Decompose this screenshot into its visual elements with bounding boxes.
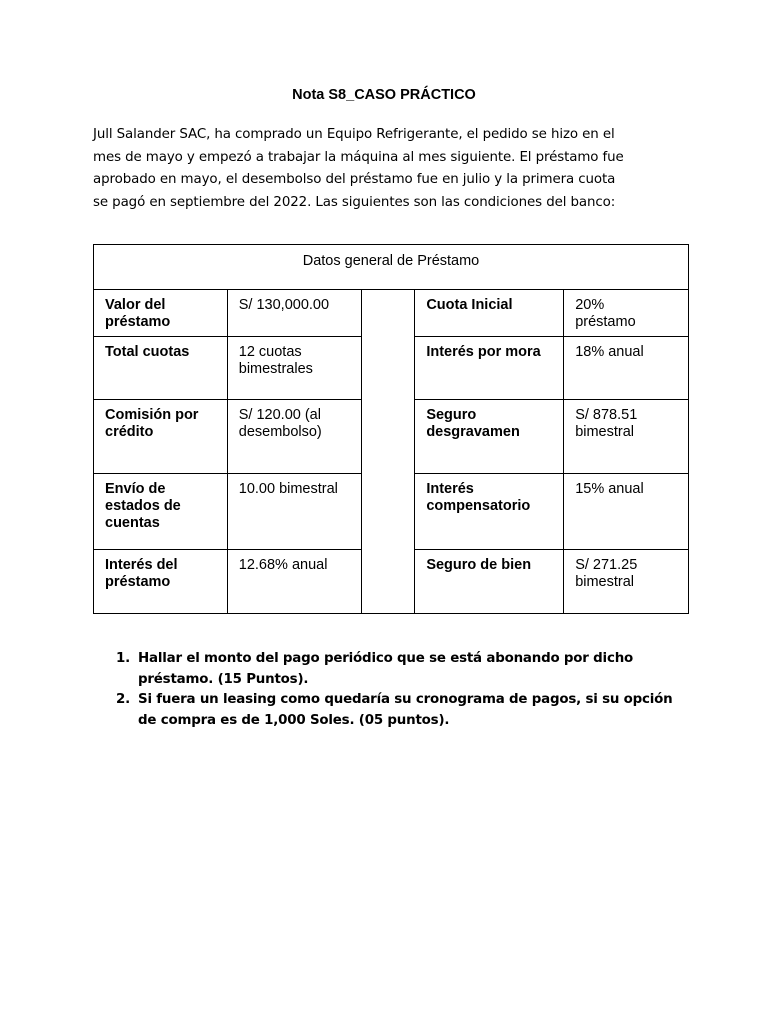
cell-label: [415, 474, 564, 550]
intro-paragraph: [93, 124, 693, 214]
cell-value: [227, 290, 361, 337]
cell-value: [227, 400, 361, 474]
cell-text: bimestrales: [238, 361, 313, 377]
table-header: Datos general de Préstamo: [94, 245, 689, 290]
cell-label: [415, 550, 564, 614]
cell-value: [564, 474, 689, 550]
cell-text: estados de: [105, 498, 181, 514]
cell-label: [94, 290, 228, 337]
cell-label: [94, 337, 228, 400]
cell-text: S/ 878.51: [575, 407, 638, 423]
cell-text: 15% anual: [575, 481, 644, 497]
question-item: [116, 649, 676, 690]
cell-text: Seguro: [426, 407, 477, 423]
cell-text: S/ 271.25: [575, 557, 638, 573]
cell-label: [94, 400, 228, 474]
cell-label: [415, 290, 564, 337]
cell-text: Envío de: [105, 481, 166, 497]
questions-list: [116, 649, 676, 731]
intro-line: aprobado en mayo, el desembolso del préstamo fue en julio y la primera cuota: [93, 172, 616, 187]
cell-value: [564, 400, 689, 474]
cell-text: préstamo: [105, 574, 171, 590]
cell-label: [415, 400, 564, 474]
question-text: Hallar el monto del pago periódico que se está abonando por dicho: [138, 651, 634, 666]
cell-text: cuentas: [105, 515, 160, 531]
cell-value: [227, 337, 361, 400]
cell-label: [94, 474, 228, 550]
cell-text: Cuota Inicial: [426, 297, 513, 313]
cell-text: 12.68% anual: [238, 557, 328, 573]
cell-text: crédito: [105, 424, 154, 440]
question-text: Si fuera un leasing como quedaría su cronograma de pagos, si su opción: [138, 692, 673, 707]
cell-text: bimestral: [575, 424, 635, 440]
cell-value: [227, 474, 361, 550]
cell-text: Comisión por: [105, 407, 199, 423]
cell-text: Interés: [426, 481, 474, 497]
document-title: Nota S8_CASO PRÁCTICO: [292, 87, 476, 103]
cell-text: compensatorio: [426, 498, 531, 514]
intro-line: mes de mayo y empezó a trabajar la máquina al mes siguiente. El préstamo fue: [93, 149, 624, 165]
cell-text: 10.00 bimestral: [238, 481, 338, 497]
cell-text: desgravamen: [426, 424, 520, 440]
intro-line: Jull Salander SAC, ha comprado un Equipo Refrigerante, el pedido se hizo en el: [93, 127, 615, 142]
intro-line: se pagó en septiembre del 2022. Las siguientes son las condiciones del banco:: [93, 194, 616, 210]
cell-text: 18% anual: [575, 344, 644, 360]
cell-value: [564, 550, 689, 614]
cell-label: [415, 337, 564, 400]
cell-value: [227, 550, 361, 614]
cell-text: Total cuotas: [105, 344, 190, 360]
question-text: de compra es de 1,000 Soles. (05 puntos).: [138, 712, 450, 728]
cell-value: [564, 337, 689, 400]
cell-text: bimestral: [575, 574, 635, 590]
cell-text: 12 cuotas: [238, 344, 302, 360]
cell-text: desembolso): [238, 424, 322, 440]
cell-label: [94, 550, 228, 614]
cell-text: Seguro de bien: [426, 557, 532, 573]
loan-conditions-table: [93, 244, 689, 614]
cell-text: Valor del: [105, 297, 166, 313]
question-item: [116, 690, 676, 731]
cell-text: préstamo: [105, 314, 171, 330]
cell-text: 20%: [575, 297, 605, 313]
question-text: préstamo. (15 Puntos).: [138, 671, 309, 687]
cell-text: S/ 130,000.00: [238, 297, 330, 313]
cell-value: [564, 290, 689, 337]
question-number: 1.: [116, 651, 131, 666]
cell-text: S/ 120.00 (al: [238, 407, 321, 423]
cell-text: Interés del: [105, 557, 178, 573]
cell-text: Interés por mora: [426, 344, 541, 360]
spacer-column: [361, 290, 415, 614]
cell-text: préstamo: [575, 314, 636, 330]
question-number: 2.: [116, 692, 131, 707]
